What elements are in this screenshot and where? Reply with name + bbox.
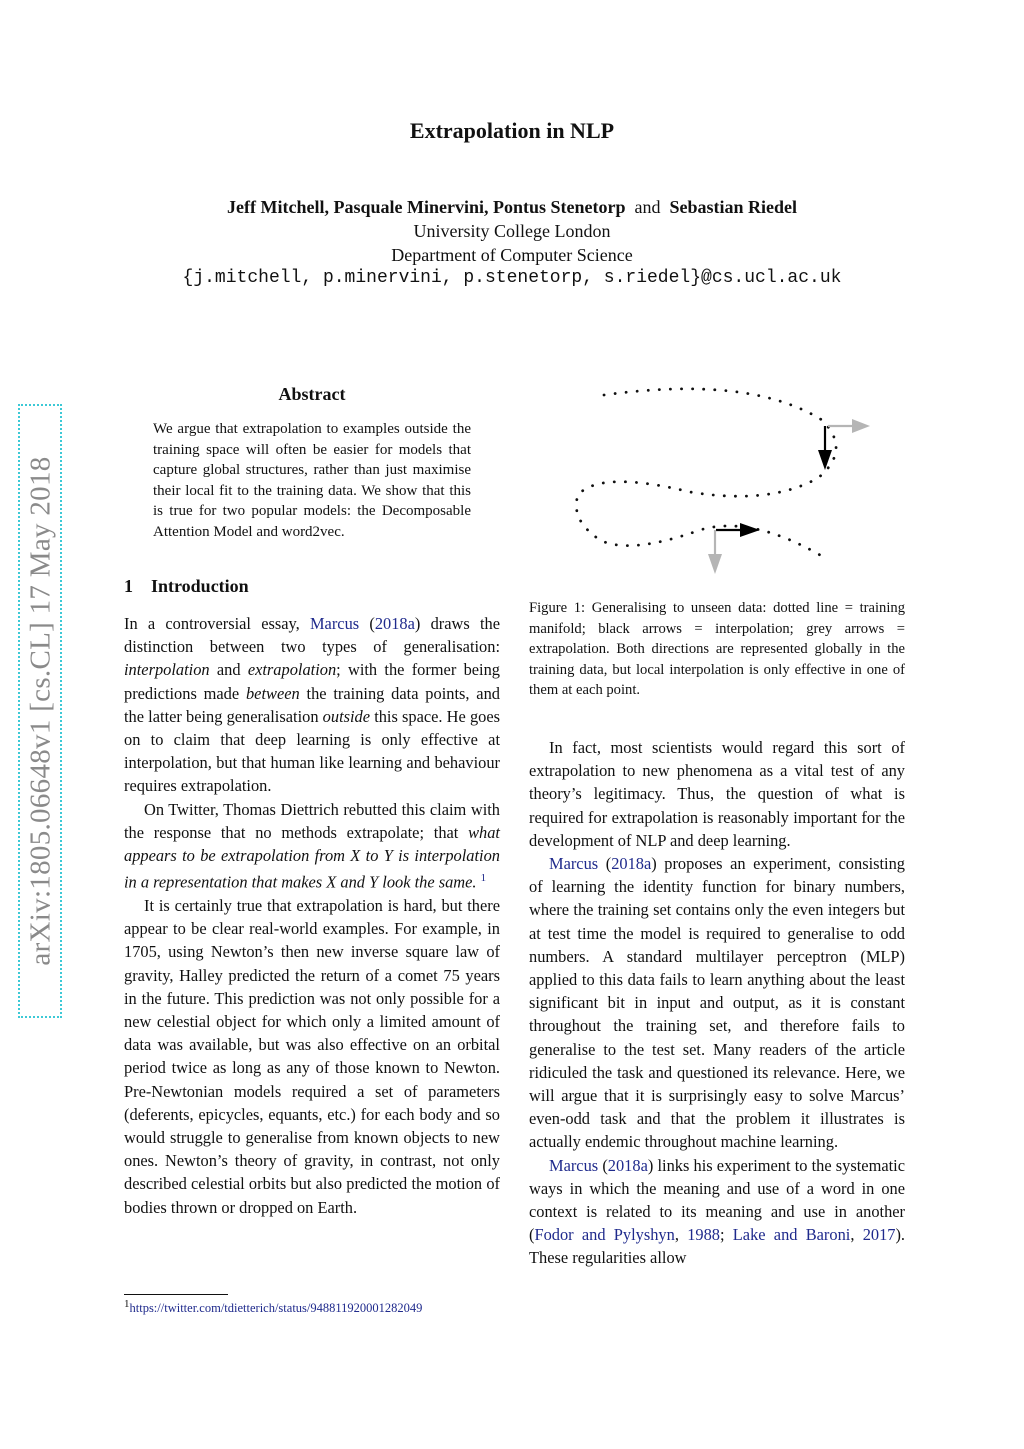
intro-paragraph-3: It is certainly true that extrapolation is hard, but there appear to be clear real-world examples. For example, in 1705, using Newton’s then new inverse square law of gravity, Halley predicted the return of a comet 75 years in the future. This prediction was not only possible for a new celestial object for which only a limited amount of data was available, but was also effective on an orbital period twice as long as any of those known to Newton. Pre-Newtonian models required a set of parameters (deferents, epicycles, equants, etc.) for each body and so would struggle to generalise from known objects to new ones. Newton’s theory of gravity, in contrast, not only described celestial orbits but also predicted the motion of bodies thrown or dropped on Earth. [124,895,500,1217]
abstract-text: We argue that extrapolation to examples outside the training space will often be easier for models that capture global structures, rather than just maximise their local fit to the training data. We show that this is true for two popular models: the Decomposable Attention Model and word2vec. [153,421,471,540]
section-title: Introduction [151,576,249,596]
citation-fodor-pylyshyn[interactable]: Fodor and Pylyshyn [534,1225,675,1245]
author-list [0,197,1024,218]
figure-1-diagram [560,380,890,580]
footnote-link[interactable]: https://twitter.com/tdietterich/status/948811920001282049 [129,1301,423,1316]
affiliation: University College London [413,221,611,241]
right-paragraph-3: Marcus (2018a) links his experiment to the systematic ways in which the meaning and use of a word in one context is related to its meaning and use in another (Fodor and Pylyshyn, 1988; Lake and Baroni, 2017). These regularities allow [529,1155,906,1268]
citation-year-1988[interactable]: 1988 [687,1225,720,1245]
arxiv-stamp-text: arXiv:1805.06648v1 [cs.CL] 17 May 2018 [24,456,57,966]
section-heading-introduction [124,576,249,597]
training-manifold-dotted-line [576,389,836,555]
left-column [124,612,500,1219]
right-paragraph-1: In fact, most scientists would regard this sort of extrapolation to new phenomena as a vital test of any theory’s legitimacy. Thus, the question of what is required for extrapolation is reasonably important for the development of NLP and deep learning. [529,738,905,850]
citation-year-2017[interactable]: 2017 [862,1225,896,1245]
grey-arrow-down-head [708,554,722,574]
author-emails: {j.mitchell, p.minervini, p.stenetorp, s.riedel}@cs.ucl.ac.uk [182,268,842,288]
footnote-rule [124,1294,228,1295]
department: Department of Computer Science [391,245,633,265]
citation-lake-baroni[interactable]: Lake and Baroni [732,1225,851,1245]
paper-title: Extrapolation in NLP [409,118,615,143]
section-number: 1 [124,576,133,596]
black-arrow-right-head [740,523,760,537]
right-paragraph-2: Marcus (2018a) proposes an experiment, consisting of learning the identity function for binary numbers, where the training set contains only the even integers but at test time the model is required to generalise to odd numbers. A standard multilayer perceptron (MLP) applied to this data fails to learn anything about the least significant bit in input and output, as it is constant throughout the training set, and therefore fails to generalise to the test set. Many readers of the article ridiculed the task and questioned its relevance. Here, we will argue that it is surprisingly easy to solve Marcus’ even-odd task and that the problem it illustrates is actually endemic throughout machine learning. [529,854,906,1152]
black-arrow-down-head [818,450,832,470]
authors-main: Jeff Mitchell, Pasquale Minervini, Pontus Stenetorp [227,197,626,217]
citation-marcus-2018a-right-2[interactable]: Marcus [549,1155,599,1175]
intro-paragraph-2: On Twitter, Thomas Diettrich rebutted this claim with the response that no methods extrapolate; that what appears to be extrapolation from X to Y is interpolation in a representation that makes X and Y look the same. $^1$ [124,799,500,892]
footnote [124,1298,524,1316]
citation-year-2018a-right[interactable]: 2018a [611,854,652,874]
intro-paragraph-1: In a controversial essay, Marcus (2018a) draws the distinction between two types of generalisation: interpolation and extrapolation; with the former being predictions made between the training data points, and the latter being generalisation outside this space. He goes on to claim that deep learning is only effective at interpolation, but that human like learning and behaviour requires extrapolation. [124,614,501,796]
citation-year-2018a[interactable]: 2018a [374,614,415,633]
authors-and: and [634,197,661,217]
citation-year-2018a-right-2[interactable]: 2018a [607,1155,648,1175]
abstract-heading: Abstract [278,384,346,404]
authors-last: Sebastian Riedel [669,197,797,217]
grey-arrow-right-head [852,419,870,433]
right-column [529,736,905,1270]
citation-marcus-2018a-right[interactable]: Marcus [549,854,599,874]
figure-1-caption: Figure 1: Generalising to unseen data: dotted line = training manifold; black arrows = interpolation; grey arrows = extrapolation. Both directions are represented globally in the training data, but local interpolation is only effective in one of them at each point. [529,600,905,698]
footnote-number: 1 [124,1298,130,1310]
citation-marcus-2018a[interactable]: Marcus [309,614,360,633]
footnote-marker[interactable]: 1 [480,872,487,885]
